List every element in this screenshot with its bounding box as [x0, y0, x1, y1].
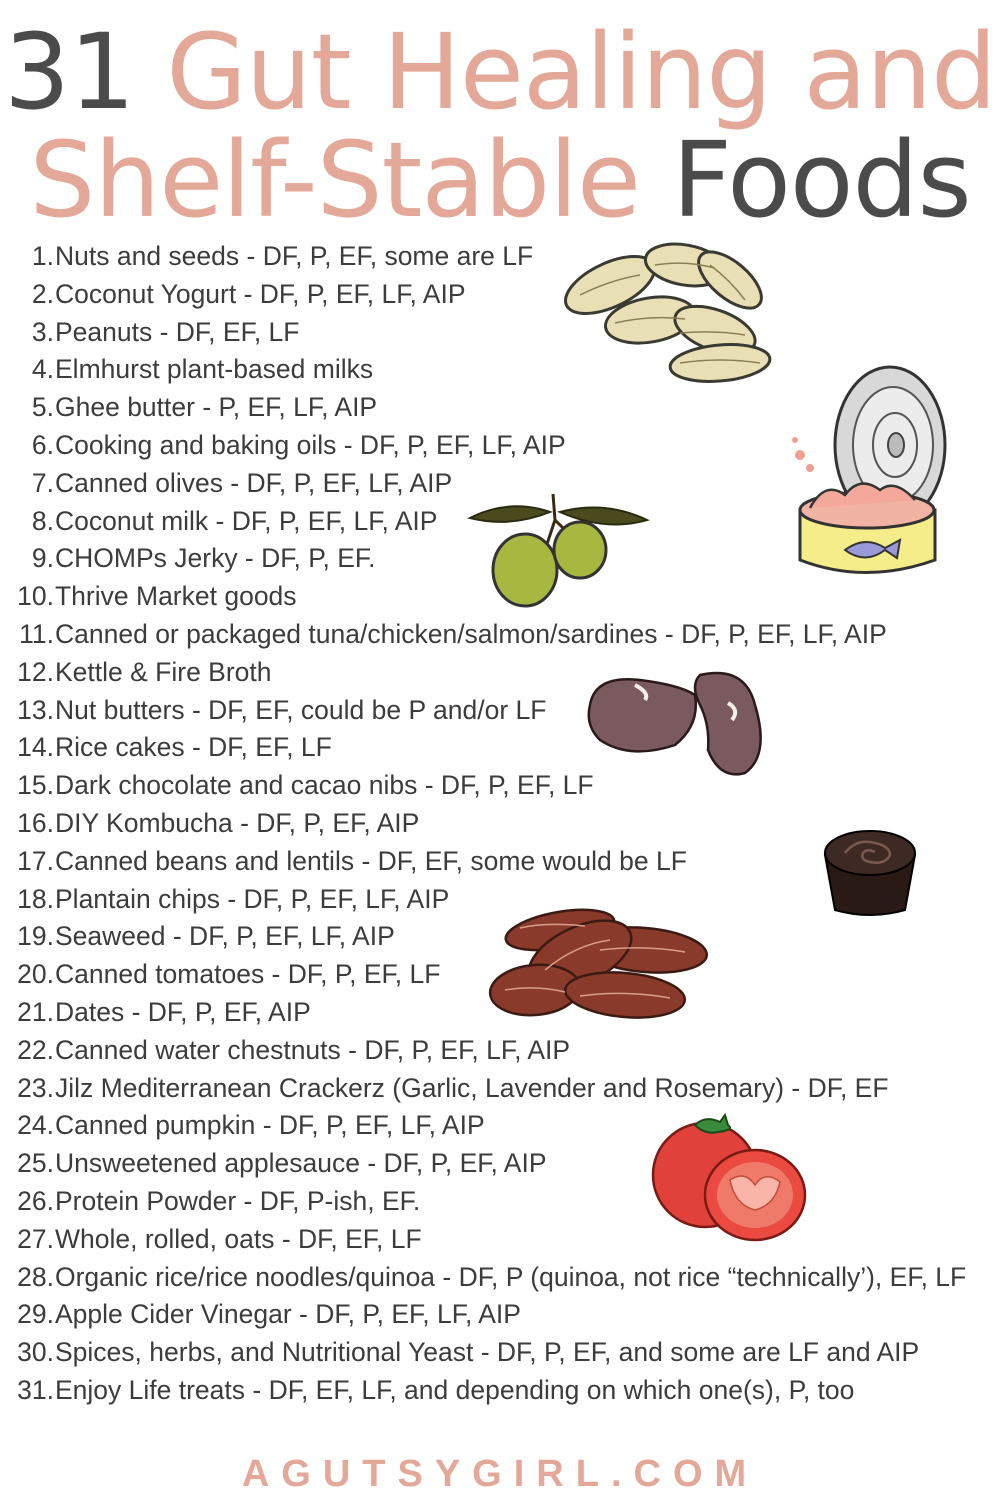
list-item: 20. Canned tomatoes - DF, P, EF, LF	[17, 959, 441, 990]
list-item: 12. Kettle & Fire Broth	[17, 656, 272, 687]
list-item: 29. Apple Cider Vinegar - DF, P, EF, LF, AIP	[17, 1299, 521, 1330]
list-item: 9. CHOMPs Jerky - DF, P, EF.	[31, 543, 376, 574]
chocolate-illustration	[815, 820, 925, 920]
list-item: 25. Unsweetened applesauce - DF, P, EF, AIP	[17, 1148, 547, 1179]
title-line1-accent: Gut Healing and	[166, 11, 997, 133]
list-item: 19. Seaweed - DF, P, EF, LF, AIP	[17, 921, 395, 952]
site-footer: AGUTSYGIRL.COM	[241, 1453, 759, 1495]
list-item: 5. Ghee butter - P, EF, LF, AIP	[31, 392, 378, 423]
list-item: 26. Protein Powder - DF, P-ish, EF.	[17, 1185, 421, 1216]
list-item: 24. Canned pumpkin - DF, P, EF, LF, AIP	[17, 1110, 485, 1141]
list-item: 11. Canned or packaged tuna/chicken/salmon/sardines - DF, P, EF, LF, AIP	[19, 618, 887, 649]
list-item: 8. Coconut milk - DF, P, EF, LF, AIP	[31, 505, 438, 536]
title-number: 31	[3, 11, 135, 133]
tuna-can-illustration	[785, 360, 960, 585]
beans-illustration	[580, 665, 775, 780]
list-item: 6. Cooking and baking oils - DF, P, EF, LF, AIP	[31, 429, 566, 460]
list-item: 10. Thrive Market goods	[17, 581, 297, 612]
list-item: 27. Whole, rolled, oats - DF, EF, LF	[17, 1223, 422, 1254]
list-item: 15. Dark chocolate and cacao nibs - DF, P, EF, LF	[17, 770, 594, 801]
list-item: 3. Peanuts - DF, EF, LF	[31, 316, 300, 347]
dates-illustration	[485, 890, 720, 1025]
list-item: 2. Coconut Yogurt - DF, P, EF, LF, AIP	[31, 278, 466, 309]
list-item: 23. Jilz Mediterranean Crackerz (Garlic, Lavender and Rosemary) - DF, EF	[17, 1072, 889, 1103]
tomato-illustration	[650, 1110, 810, 1245]
list-item: 17. Canned beans and lentils - DF, EF, some would be LF	[17, 845, 687, 876]
list-item: 22. Canned water chestnuts - DF, P, EF, LF, AIP	[17, 1034, 571, 1065]
list-item: 18. Plantain chips - DF, P, EF, LF, AIP	[17, 883, 450, 914]
page-title	[0, 11, 1000, 241]
olives-illustration	[465, 490, 650, 610]
list-item: 14. Rice cakes - DF, EF, LF	[17, 732, 332, 763]
almonds-illustration	[560, 235, 780, 385]
list-item: 16. DIY Kombucha - DF, P, EF, AIP	[17, 807, 420, 838]
list-item: 13. Nut butters - DF, EF, could be P and/or LF	[17, 694, 547, 725]
list-item: 30. Spices, herbs, and Nutritional Yeast - DF, P, EF, and some are LF and AIP	[17, 1337, 920, 1368]
title-line2-dark: Foods	[672, 119, 971, 241]
list-item: 31. Enjoy Life treats - DF, EF, LF, and depending on which one(s), P, too	[17, 1374, 855, 1405]
title-line2-accent: Shelf-Stable	[29, 119, 641, 241]
list-item: 28. Organic rice/rice noodles/quinoa - DF, P (quinoa, not rice “technically’), EF, LF	[17, 1261, 967, 1292]
list-item: 7. Canned olives - DF, P, EF, LF, AIP	[31, 467, 453, 498]
list-item: 1. Nuts and seeds - DF, P, EF, some are LF	[31, 241, 534, 271]
list-item: 21. Dates - DF, P, EF, AIP	[17, 996, 311, 1027]
list-item: 4. Elmhurst plant-based milks	[31, 354, 374, 385]
